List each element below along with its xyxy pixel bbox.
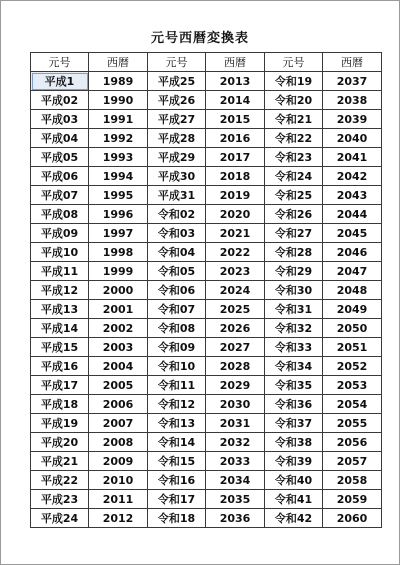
- header-era-1[interactable]: 元号: [31, 53, 89, 72]
- cell-era-2[interactable]: 平成30: [148, 167, 206, 186]
- table-row: [31, 376, 382, 395]
- cell-year-2[interactable]: 2017: [206, 148, 265, 167]
- cell-year-1[interactable]: 2004: [89, 357, 148, 376]
- cell-era-3[interactable]: 令和26: [265, 205, 323, 224]
- cell-year-2[interactable]: 2031: [206, 414, 265, 433]
- cell-year-1[interactable]: 2005: [89, 376, 148, 395]
- cell-era-1[interactable]: 平成07: [31, 186, 89, 205]
- cell-year-3[interactable]: 2050: [323, 319, 382, 338]
- cell-year-1[interactable]: 1994: [89, 167, 148, 186]
- table-row: [31, 414, 382, 433]
- table-row: [31, 205, 382, 224]
- cell-year-2[interactable]: 2014: [206, 91, 265, 110]
- cell-year-2[interactable]: 2027: [206, 338, 265, 357]
- cell-year-2[interactable]: 2032: [206, 433, 265, 452]
- cell-year-1[interactable]: 1989: [89, 72, 148, 91]
- cell-year-1[interactable]: 1992: [89, 129, 148, 148]
- cell-era-1[interactable]: 平成18: [31, 395, 89, 414]
- cell-year-1[interactable]: 1991: [89, 110, 148, 129]
- table-row: [31, 186, 382, 205]
- cell-era-1[interactable]: 平成14: [31, 319, 89, 338]
- cell-era-3[interactable]: 令和29: [265, 262, 323, 281]
- cell-year-3[interactable]: 2044: [323, 205, 382, 224]
- table-row: [31, 262, 382, 281]
- cell-era-2[interactable]: 平成25: [148, 72, 206, 91]
- cell-era-3[interactable]: 令和41: [265, 490, 323, 509]
- cell-year-2[interactable]: 2034: [206, 471, 265, 490]
- cell-year-2[interactable]: 2016: [206, 129, 265, 148]
- cell-year-3[interactable]: 2060: [323, 509, 382, 528]
- cell-era-3[interactable]: 令和42: [265, 509, 323, 528]
- cell-year-3[interactable]: 2046: [323, 243, 382, 262]
- sheet-title: 元号西暦変換表: [150, 31, 249, 46]
- header-year-2[interactable]: 西暦: [206, 53, 265, 72]
- cell-year-2[interactable]: 2019: [206, 186, 265, 205]
- cell-year-1[interactable]: 2011: [89, 490, 148, 509]
- cell-era-1[interactable]: 平成09: [31, 224, 89, 243]
- cell-year-1[interactable]: 1998: [89, 243, 148, 262]
- cell-era-1[interactable]: 平成03: [31, 110, 89, 129]
- cell-era-1[interactable]: 平成15: [31, 338, 89, 357]
- cell-era-3[interactable]: 令和28: [265, 243, 323, 262]
- cell-era-3[interactable]: 令和19: [265, 72, 323, 91]
- cell-year-3[interactable]: 2056: [323, 433, 382, 452]
- cell-era-1[interactable]: 平成04: [31, 129, 89, 148]
- cell-year-2[interactable]: 2035: [206, 490, 265, 509]
- cell-year-3[interactable]: 2037: [323, 72, 382, 91]
- cell-era-3[interactable]: 令和40: [265, 471, 323, 490]
- table-row: [31, 319, 382, 338]
- cell-year-3[interactable]: 2042: [323, 167, 382, 186]
- cell-year-3[interactable]: 2045: [323, 224, 382, 243]
- header-year-3[interactable]: 西暦: [323, 53, 382, 72]
- cell-year-3[interactable]: 2048: [323, 281, 382, 300]
- cell-era-3[interactable]: 令和33: [265, 338, 323, 357]
- cell-era-1[interactable]: 平成23: [31, 490, 89, 509]
- header-era-3[interactable]: 元号: [265, 53, 323, 72]
- cell-era-2[interactable]: 平成27: [148, 110, 206, 129]
- cell-year-3[interactable]: 2049: [323, 300, 382, 319]
- cell-year-1[interactable]: 2007: [89, 414, 148, 433]
- table-row: [31, 281, 382, 300]
- cell-era-1[interactable]: 平成10: [31, 243, 89, 262]
- cell-year-3[interactable]: 2041: [323, 148, 382, 167]
- cell-era-2[interactable]: 令和15: [148, 452, 206, 471]
- cell-era-3[interactable]: 令和36: [265, 395, 323, 414]
- cell-era-1[interactable]: 平成13: [31, 300, 89, 319]
- header-row: [31, 53, 382, 72]
- cell-year-1[interactable]: 2009: [89, 452, 148, 471]
- cell-era-2[interactable]: 令和13: [148, 414, 206, 433]
- cell-era-1[interactable]: 平成11: [31, 262, 89, 281]
- cell-year-2[interactable]: 2020: [206, 205, 265, 224]
- cell-year-2[interactable]: 2033: [206, 452, 265, 471]
- cell-year-1[interactable]: 1999: [89, 262, 148, 281]
- cell-year-2[interactable]: 2029: [206, 376, 265, 395]
- cell-era-2[interactable]: 令和03: [148, 224, 206, 243]
- cell-year-1[interactable]: 2010: [89, 471, 148, 490]
- cell-era-2[interactable]: 平成31: [148, 186, 206, 205]
- cell-year-3[interactable]: 2039: [323, 110, 382, 129]
- cell-era-1[interactable]: 平成19: [31, 414, 89, 433]
- cell-era-1[interactable]: 平成20: [31, 433, 89, 452]
- cell-era-2[interactable]: 令和08: [148, 319, 206, 338]
- cell-era-2[interactable]: 令和06: [148, 281, 206, 300]
- cell-era-2[interactable]: 令和07: [148, 300, 206, 319]
- cell-era-3[interactable]: 令和30: [265, 281, 323, 300]
- cell-year-2[interactable]: 2026: [206, 319, 265, 338]
- cell-year-3[interactable]: 2053: [323, 376, 382, 395]
- cell-era-3[interactable]: 令和38: [265, 433, 323, 452]
- cell-year-1[interactable]: 2012: [89, 509, 148, 528]
- cell-year-3[interactable]: 2057: [323, 452, 382, 471]
- cell-era-1[interactable]: 平成02: [31, 91, 89, 110]
- cell-year-1[interactable]: 2008: [89, 433, 148, 452]
- cell-year-3[interactable]: 2038: [323, 91, 382, 110]
- era-conversion-table: [30, 52, 382, 528]
- cell-year-1[interactable]: 1995: [89, 186, 148, 205]
- table-row: [31, 471, 382, 490]
- cell-era-3[interactable]: 令和22: [265, 129, 323, 148]
- table-row: [31, 490, 382, 509]
- cell-year-2[interactable]: 2018: [206, 167, 265, 186]
- table-row: [31, 148, 382, 167]
- cell-era-2[interactable]: 令和10: [148, 357, 206, 376]
- table-row: [31, 395, 382, 414]
- cell-era-3[interactable]: 令和25: [265, 186, 323, 205]
- cell-year-2[interactable]: 2030: [206, 395, 265, 414]
- cell-year-3[interactable]: 2043: [323, 186, 382, 205]
- table-row: [31, 167, 382, 186]
- cell-era-3[interactable]: 令和39: [265, 452, 323, 471]
- cell-era-3[interactable]: 令和20: [265, 91, 323, 110]
- cell-era-3[interactable]: 令和32: [265, 319, 323, 338]
- cell-year-2[interactable]: 2013: [206, 72, 265, 91]
- cell-era-3[interactable]: 令和34: [265, 357, 323, 376]
- cell-year-3[interactable]: 2051: [323, 338, 382, 357]
- cell-era-2[interactable]: 令和05: [148, 262, 206, 281]
- table-row: [31, 300, 382, 319]
- cell-era-1[interactable]: 平成08: [31, 205, 89, 224]
- cell-year-2[interactable]: 2015: [206, 110, 265, 129]
- cell-year-3[interactable]: 2054: [323, 395, 382, 414]
- cell-year-1[interactable]: 2002: [89, 319, 148, 338]
- cell-era-2[interactable]: 令和17: [148, 490, 206, 509]
- cell-year-1[interactable]: 2001: [89, 300, 148, 319]
- table-row: [31, 72, 382, 91]
- header-year-1[interactable]: 西暦: [89, 53, 148, 72]
- table-row: [31, 509, 382, 528]
- cell-era-1[interactable]: 平成17: [31, 376, 89, 395]
- cell-era-2[interactable]: 令和18: [148, 509, 206, 528]
- header-era-2[interactable]: 元号: [148, 53, 206, 72]
- cell-year-1[interactable]: 1996: [89, 205, 148, 224]
- cell-era-3[interactable]: 令和31: [265, 300, 323, 319]
- cell-year-2[interactable]: 2025: [206, 300, 265, 319]
- cell-year-1[interactable]: 1997: [89, 224, 148, 243]
- cell-era-3[interactable]: 令和37: [265, 414, 323, 433]
- cell-era-2[interactable]: 平成29: [148, 148, 206, 167]
- cell-era-2[interactable]: 平成28: [148, 129, 206, 148]
- cell-year-2[interactable]: 2024: [206, 281, 265, 300]
- cell-era-3[interactable]: 令和24: [265, 167, 323, 186]
- cell-era-1[interactable]: 平成21: [31, 452, 89, 471]
- cell-year-3[interactable]: 2059: [323, 490, 382, 509]
- cell-era-2[interactable]: 令和14: [148, 433, 206, 452]
- cell-era-2[interactable]: 令和02: [148, 205, 206, 224]
- table-row: [31, 357, 382, 376]
- cell-era-1[interactable]: 平成12: [31, 281, 89, 300]
- cell-year-2[interactable]: 2028: [206, 357, 265, 376]
- table-row: [31, 433, 382, 452]
- cell-era-1[interactable]: 平成16: [31, 357, 89, 376]
- cell-year-2[interactable]: 2021: [206, 224, 265, 243]
- cell-year-1[interactable]: 1993: [89, 148, 148, 167]
- cell-year-1[interactable]: 2006: [89, 395, 148, 414]
- table-row: [31, 243, 382, 262]
- cell-era-1[interactable]: 平成22: [31, 471, 89, 490]
- cell-year-3[interactable]: 2040: [323, 129, 382, 148]
- cell-year-1[interactable]: 2003: [89, 338, 148, 357]
- cell-era-3[interactable]: 令和27: [265, 224, 323, 243]
- table-row: [31, 110, 382, 129]
- table-row: [31, 224, 382, 243]
- cell-era-3[interactable]: 令和23: [265, 148, 323, 167]
- cell-era-2[interactable]: 令和04: [148, 243, 206, 262]
- cell-era-2[interactable]: 令和16: [148, 471, 206, 490]
- table-row: [31, 452, 382, 471]
- cell-era-1[interactable]: 平成24: [31, 509, 89, 528]
- cell-year-3[interactable]: 2058: [323, 471, 382, 490]
- cell-era-2[interactable]: 令和11: [148, 376, 206, 395]
- cell-year-2[interactable]: 2023: [206, 262, 265, 281]
- cell-era-3[interactable]: 令和21: [265, 110, 323, 129]
- cell-era-2[interactable]: 令和09: [148, 338, 206, 357]
- cell-era-2[interactable]: 令和12: [148, 395, 206, 414]
- cell-year-1[interactable]: 2000: [89, 281, 148, 300]
- cell-era-1[interactable]: 平成06: [31, 167, 89, 186]
- cell-era-2[interactable]: 平成26: [148, 91, 206, 110]
- table-row: [31, 91, 382, 110]
- table-body: [31, 72, 382, 528]
- cell-era-3[interactable]: 令和35: [265, 376, 323, 395]
- cell-year-2[interactable]: 2036: [206, 509, 265, 528]
- cell-year-2[interactable]: 2022: [206, 243, 265, 262]
- cell-year-3[interactable]: 2047: [323, 262, 382, 281]
- table-row: [31, 129, 382, 148]
- table-row: [31, 338, 382, 357]
- cell-era-1[interactable]: 平成1: [31, 72, 89, 91]
- cell-year-3[interactable]: 2052: [323, 357, 382, 376]
- cell-era-1[interactable]: 平成05: [31, 148, 89, 167]
- cell-year-1[interactable]: 1990: [89, 91, 148, 110]
- cell-year-3[interactable]: 2055: [323, 414, 382, 433]
